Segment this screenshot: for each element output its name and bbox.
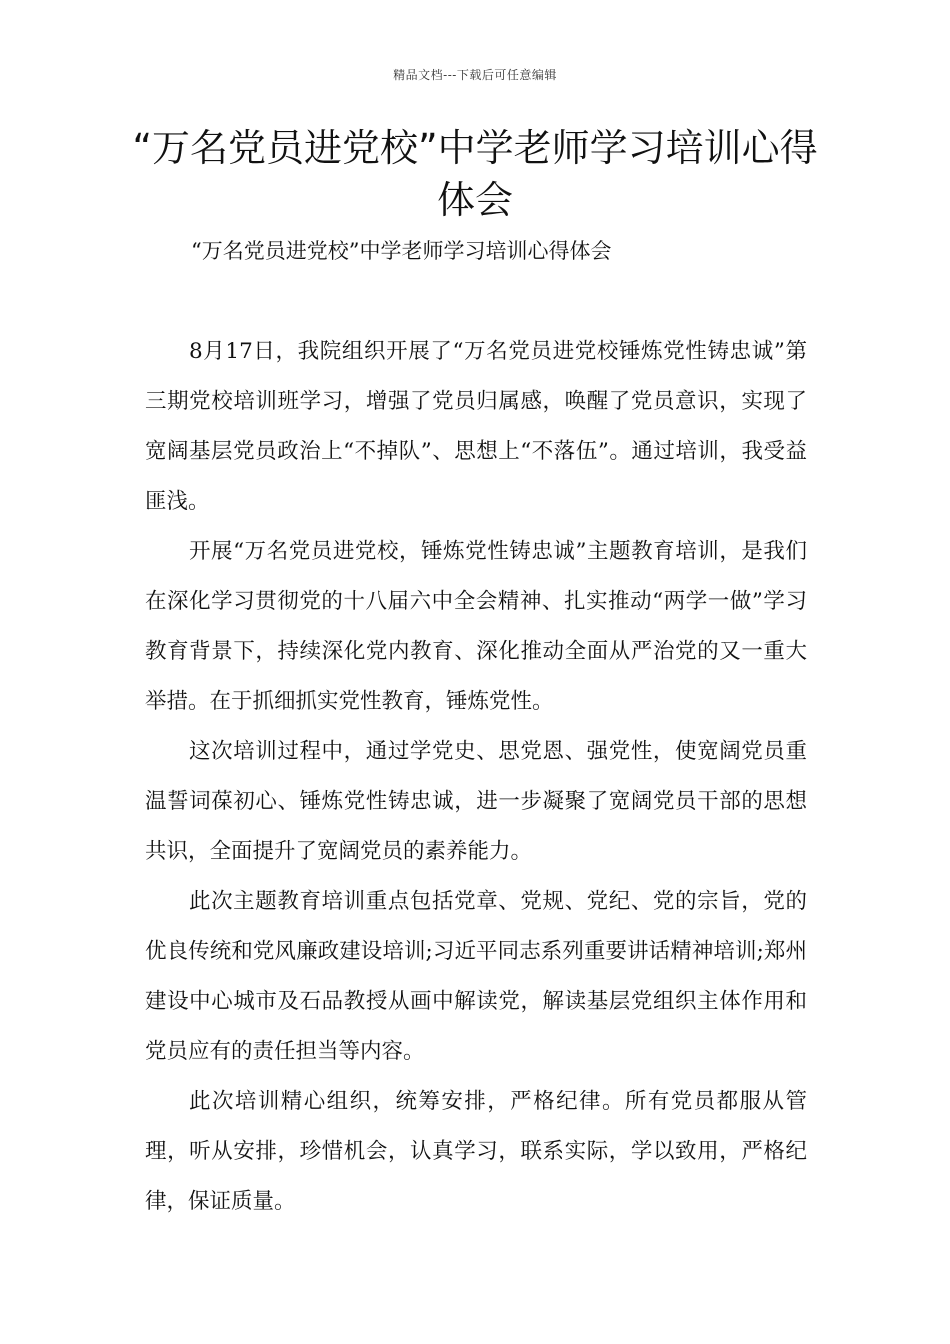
document-body xyxy=(145,327,807,1227)
paragraph-5: 此次培训精心组织，统筹安排，严格纪律。所有党员都服从管理，听从安排，珍惜机会，认真学习，联系实际，学以致用，严格纪律，保证质量。 xyxy=(145,1089,807,1214)
document-title: “万名党员进党校”中学老师学习培训心得体会 xyxy=(132,126,818,222)
paragraph-3: 这次培训过程中，通过学党史、思党恩、强党性，使宽阔党员重温誓词葆初心、锤炼党性铸忠诚，进一步凝聚了宽阔党员干部的思想共识，全面提升了宽阔党员的素养能力。 xyxy=(145,739,807,864)
document-subtitle: “万名党员进党校”中学老师学习培训心得体会 xyxy=(191,239,612,263)
paragraph-4: 此次主题教育培训重点包括党章、党规、党纪、党的宗旨，党的优良传统和党风廉政建设培训;习近平同志系列重要讲话精神培训;郑州建设中心城市及石品教授从画中解读党，解读基层党组织主体作用和党员应有的责任担当等内容。 xyxy=(145,889,807,1064)
paragraph-2: 开展“万名党员进党校，锤炼党性铸忠诚”主题教育培训，是我们在深化学习贯彻党的十八届六中全会精神、扎实推动“两学一做”学习教育背景下，持续深化党内教育、深化推动全面从严治党的又一重大举措。在于抓细抓实党性教育，锤炼党性。 xyxy=(145,539,807,714)
paragraph-1: 8月17日，我院组织开展了“万名党员进党校锤炼党性铸忠诚”第三期党校培训班学习，增强了党员归属感，唤醒了党员意识，实现了宽阔基层党员政治上“不掉队”、思想上“不落伍”。通过培训，我受益匪浅。 xyxy=(145,339,807,514)
header-note: 精品文档---下载后可任意编辑 xyxy=(393,68,557,82)
